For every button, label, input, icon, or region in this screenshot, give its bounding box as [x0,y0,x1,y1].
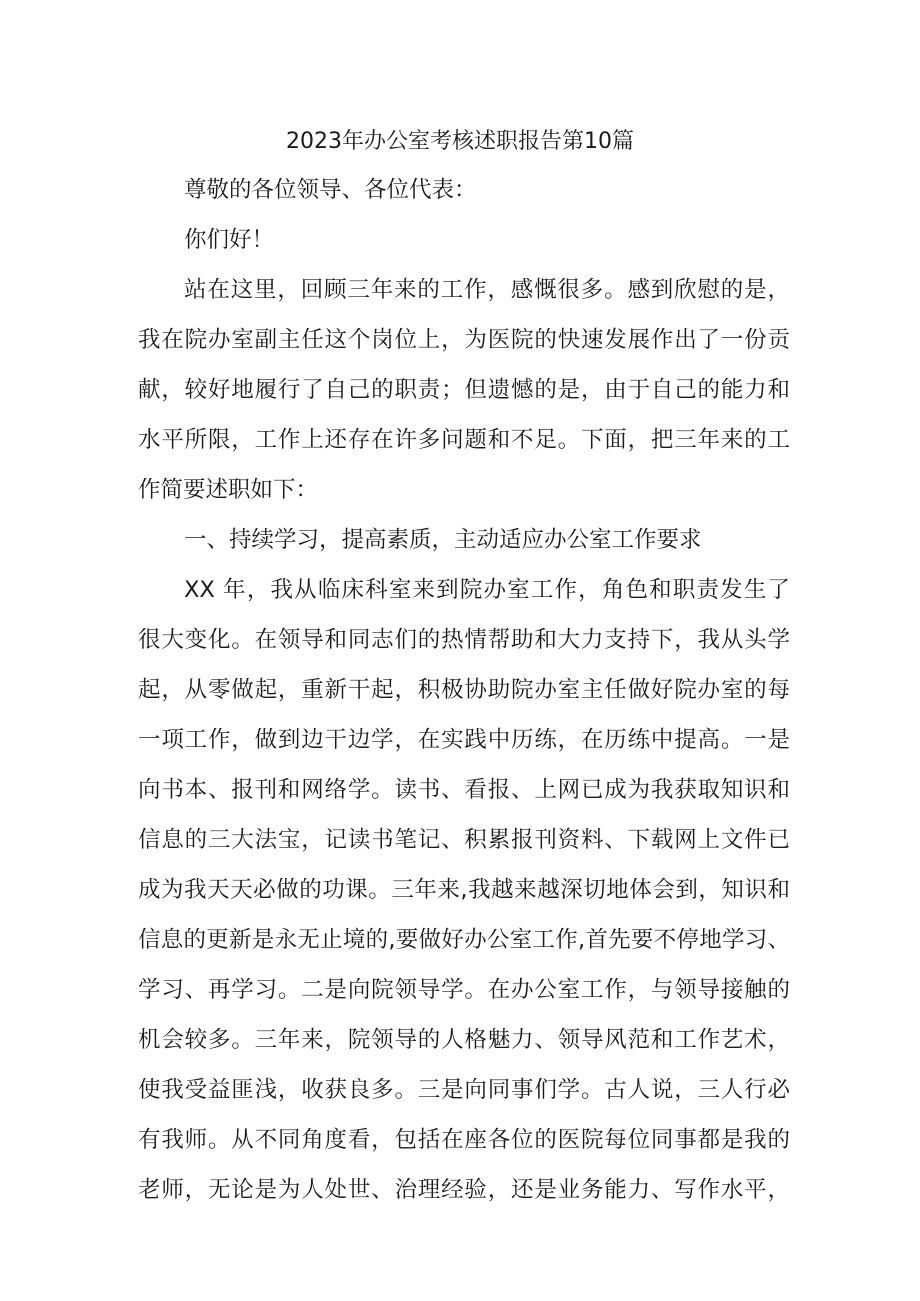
body-line: 学习、再学习。二是向院领导学。在办公室工作，与领导接触的 [138,977,790,1003]
greeting-line: 你们好！ [184,227,275,253]
section-heading: 一、持续学习，提高素质，主动适应办公室工作要求 [184,527,702,553]
salutation-line: 尊敬的各位领导、各位代表： [184,177,477,203]
body-line: 向书本、报刊和网络学。读书、看报、上网已成为我获取知识和 [138,777,790,803]
body-line: 成为我天天必做的功课。三年来,我越来越深切地体会到，知识和 [138,877,790,903]
body-line: 信息的更新是永无止境的,要做好办公室工作,首先要不停地学习、 [138,927,790,953]
body-line: 使我受益匪浅，收获良多。三是向同事们学。古人说，三人行必 [138,1077,790,1103]
body-line: 很大变化。在领导和同志们的热情帮助和大力支持下，我从头学 [138,627,790,653]
body-line: 水平所限，工作上还存在许多问题和不足。下面，把三年来的工 [138,427,790,453]
body-line: XX 年，我从临床科室来到院办室工作，角色和职责发生了 [184,577,790,603]
body-line: 一项工作，做到边干边学，在实践中历练，在历练中提高。一是 [138,727,790,753]
body-line: 起，从零做起，重新干起，积极协助院办室主任做好院办室的每 [138,677,790,703]
body-line: 信息的三大法宝，记读书笔记、积累报刊资料、下载网上文件已 [138,827,790,853]
document-title: 2023年办公室考核述职报告第10篇 [286,129,634,154]
body-line: 有我师。从不同角度看，包括在座各位的医院每位同事都是我的 [138,1127,790,1153]
body-line: 站在这里，回顾三年来的工作，感慨很多。感到欣慰的是， [184,277,790,303]
body-line: 我在院办室副主任这个岗位上，为医院的快速发展作出了一份贡 [138,327,790,353]
body-line: 老师，无论是为人处世、治理经验，还是业务能力、写作水平， [138,1177,790,1203]
body-line: 作简要述职如下： [138,477,319,503]
body-line: 机会较多。三年来，院领导的人格魅力、领导风范和工作艺术， [138,1027,790,1053]
body-line: 献，较好地履行了自己的职责；但遗憾的是，由于自己的能力和 [138,377,790,403]
